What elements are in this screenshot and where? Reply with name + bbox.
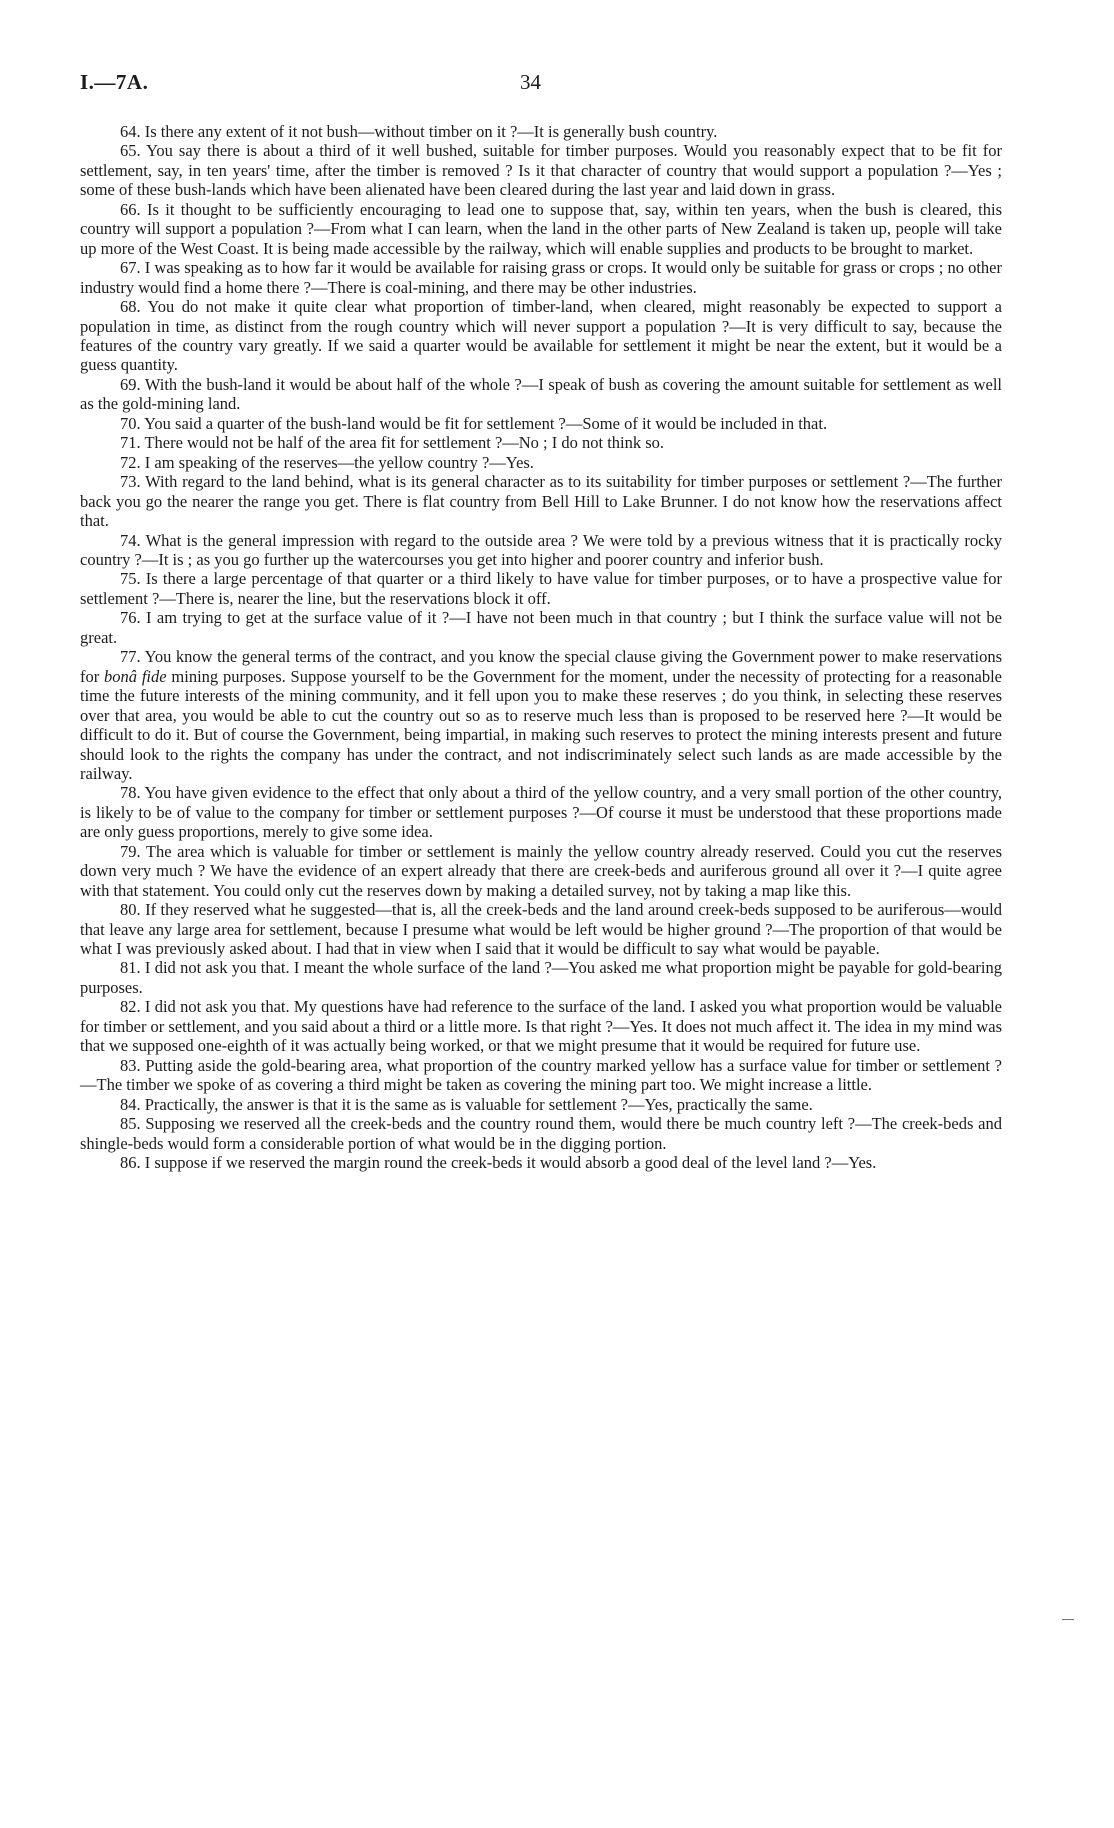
paragraph-text: Supposing we reserved all the creek-beds and the country round them, would there be much country left ?—The creek-beds and shingle-beds would form a considerable portion of what would be in the digging portion. [80,1114,1002,1153]
paragraph-65 [80,141,1002,199]
paragraph-text: Putting aside the gold-bearing area, what proportion of the country marked yellow has a surface value for timber or settlement ?—The timber we spoke of as covering a third might be taken as covering the mining part too. We might increase a little. [80,1055,1003,1095]
paragraph-text-continued: mining purposes. Suppose yourself to be the Government for the moment, under the necessity of protecting for a reasonable time the future interests of the mining community, and it fell upon you to make these reserves ; do you think, in selecting these reserves over that area, you would be able to cut the country out so as to reserve much less than is proposed to be reserved here ?—It would be difficult to do it. But of course the Government, being impartial, in making such reserves to protect the mining interests present and future should look to the rights the company has under the contract, and not indiscriminately select such lands as are made accessible by the railway. [80,666,1002,783]
paragraph-80 [80,900,1002,958]
paragraph-number: 68. [120,297,141,317]
paragraph-number: 78. [120,783,141,803]
page-number: 34 [520,70,541,94]
paragraph-68 [80,297,1002,375]
paragraph-number: 86. [120,1153,141,1173]
paragraph-74 [80,531,1002,570]
paragraph-76 [80,608,1002,647]
paragraph-text: Is there any extent of it not bush—without timber on it ?—It is generally bush country. [144,122,718,141]
paragraph-number: 79. [120,841,141,861]
paragraph-number: 77. [120,647,141,667]
paragraph-79 [80,842,1002,900]
margin-mark [1062,1619,1074,1620]
paragraph-text: There would not be half of the area fit for settlement ?—No ; I do not think so. [144,433,665,453]
paragraph-text: You have given evidence to the effect that only about a third of the yellow country, and a very small portion of the other country, is likely to be of value to the company for timber or settlement purposes ?—Of course it must be understood that these proportions made are only guess proportions, merely to give some idea. [80,783,1003,842]
paragraph-text: Is there a large percentage of that quarter or a third likely to have value for timber purposes, or to have a prospective value for settlement ?—There is, nearer the line, but the reservations block it off. [80,569,1002,608]
paragraph-text: I am speaking of the reserves—the yellow country ?—Yes. [144,452,534,472]
paragraph-number: 66. [120,199,141,219]
paragraph-number: 81. [120,958,141,978]
paragraph-text: I suppose if we reserved the margin round the creek-beds it would absorb a good deal of the level land ?—Yes. [144,1153,877,1173]
paragraph-text: If they reserved what he suggested—that is, all the creek-beds and the land around creek-beds supposed to be auriferous—would that leave any large area for settlement, because I presume what would be left would be higher ground ?—The proportion of that would be what I was previously asked about. I had that in view when I said that it would be difficult to say what would be payable. [80,900,1002,959]
paragraph-number: 64. [120,122,141,141]
paragraph-text: I did not ask you that. I meant the whole surface of the land ?—You asked me what proportion might be payable for gold-bearing purposes. [80,958,1003,997]
paragraph-66 [80,200,1002,258]
paragraph-text: With regard to the land behind, what is its general character as to its suitability for timber purposes or settlement ?—The further back you go the nearer the range you get. There is flat country from Bell Hill to Lake Brunner. I do not know how the reservations affect that. [80,472,1003,531]
paragraph-number: 72. [120,452,141,472]
paragraph-number: 67. [120,258,141,278]
paragraph-number: 76. [120,608,141,628]
paragraph-73 [80,472,1002,530]
paragraph-text: The area which is valuable for timber or settlement is mainly the yellow country already reserved. Could you cut the reserves down very much ? We have the evidence of an expert already that there are creek-beds and auriferous ground all over it ?—I quite agree with that statement. You could only cut the reserves down by making a detailed survey, not by taking a map like this. [80,841,1002,900]
paragraph-text: You said a quarter of the bush-land would be fit for settlement ?—Some of it would be included in that. [144,413,828,433]
paragraph-69 [80,375,1002,414]
paragraph-text: With the bush-land it would be about half of the whole ?—I speak of bush as covering the amount suitable for settlement as well as the gold-mining land. [80,374,1003,414]
paragraph-number: 73. [120,472,141,492]
paragraph-number: 69. [120,374,141,394]
paragraph-67 [80,258,1002,297]
paragraph-number: 70. [120,413,141,433]
page-header [80,70,1000,100]
paragraph-75 [80,569,1002,608]
paragraph-64 [80,122,1002,141]
paragraph-number: 80. [120,900,141,920]
paragraph-text: I was speaking as to how far it would be available for raising grass or crops. It would only be suitable for grass or crops ; no other industry would find a home there ?—There is coal-mining, and there may be other industries. [80,258,1002,297]
paragraph-77 [80,647,1002,783]
paragraph-text: Practically, the answer is that it is the same as is valuable for settlement ?—Yes, practically the same. [144,1094,813,1114]
paragraph-81 [80,958,1002,997]
document-reference: I.—7A. [80,70,149,94]
paragraph-number: 75. [120,569,141,589]
paragraph-78 [80,783,1002,841]
paragraph-86 [80,1153,1002,1172]
paragraph-84 [80,1095,1002,1114]
paragraph-72 [80,453,1002,472]
paragraph-text: Is it thought to be sufficiently encouraging to lead one to suppose that, say, within ten years, when the bush is cleared, this country will support a population ?—From what I can learn, when the land in the other parts of New Zealand is taken up, people will take up more of the West Coast. It is being made accessible by the railway, which will enable supplies and products to be brought to market. [80,199,1002,258]
paragraph-text: I did not ask you that. My questions have had reference to the surface of the land. I asked you what proportion would be valuable for timber or settlement, and you said about a third or a little more. Is that right ?—Yes. It does not much affect it. The idea in my mind was that we supposed one-eighth of it was actually being worked, or that we might presume that it would be required for future use. [80,997,1003,1056]
paragraph-number: 84. [120,1094,141,1114]
paragraph-text: What is the general impression with regard to the outside area ? We were told by a previous witness that it is practically rocky country ?—It is ; as you go further up the watercourses you get into higher and poorer country and inferior bush. [80,530,1002,569]
paragraph-71 [80,433,1002,452]
paragraph-text: You know the general terms of the contract, and you know the special clause giving the Government power to make reservations for [80,647,1003,686]
document-body [80,122,1002,1172]
paragraph-text: I am trying to get at the surface value of it ?—I have not been much in that country ; but I think the surface value will not be great. [80,608,1002,647]
paragraph-number: 71. [120,433,141,453]
paragraph-number: 65. [120,141,141,161]
paragraph-text: You do not make it quite clear what proportion of timber-land, when cleared, might reasonably be expected to support a population in time, as distinct from the rough country which will never support a population ?—It is very difficult to say, because the features of the country vary greatly. If we said a quarter would be available for settlement it might be near the extent, but it would be a guess quantity. [80,297,1003,375]
paragraph-text: You say there is about a third of it well bushed, suitable for timber purposes. Would you reasonably expect that to be fit for settlement, say, in ten years' time, after the timber is removed ? Is it that character of country that would support a population ?—Yes ; some of these bush-lands which have been alienated have been cleared during the last year and laid down in grass. [80,141,1002,200]
paragraph-number: 82. [120,997,141,1017]
paragraph-number: 85. [120,1114,141,1134]
italic-phrase: bonâ fide [104,666,167,686]
paragraph-83 [80,1056,1002,1095]
paragraph-70 [80,414,1002,433]
paragraph-number: 83. [120,1055,141,1075]
paragraph-85 [80,1114,1002,1153]
paragraph-82 [80,997,1002,1055]
paragraph-number: 74. [120,530,141,550]
